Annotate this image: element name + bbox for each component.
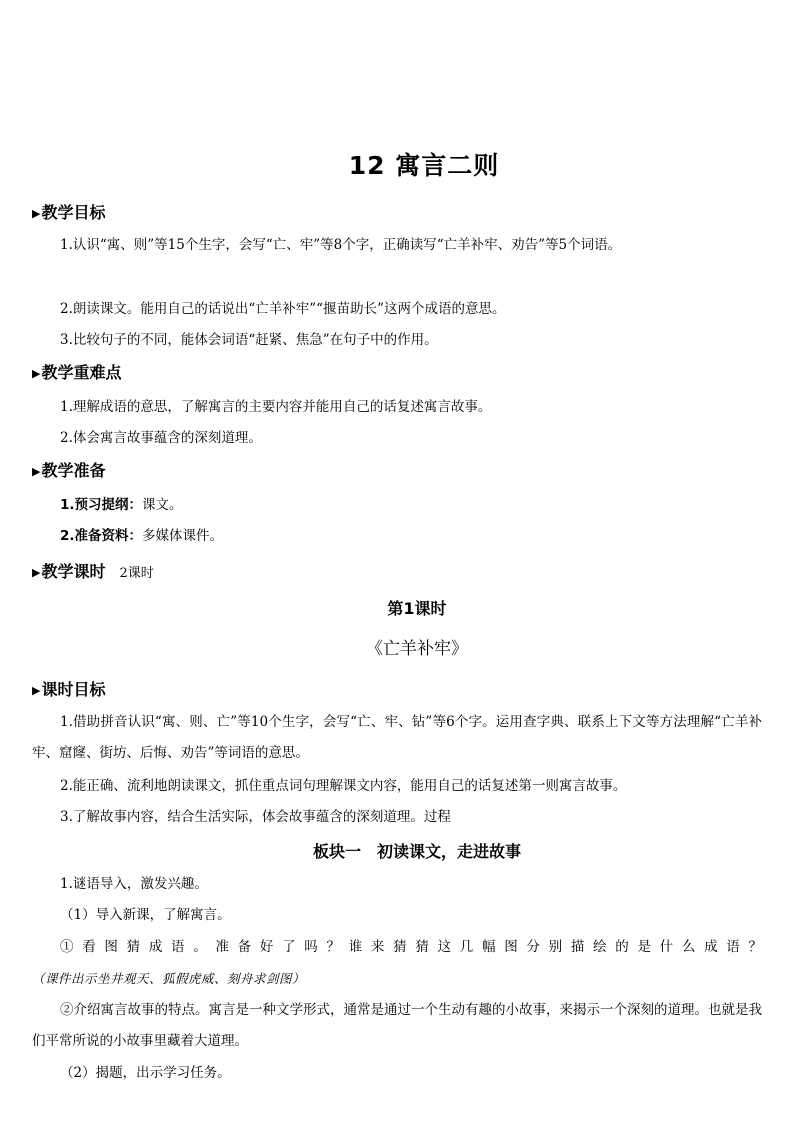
prep-text: 课文。 [142,497,183,513]
section-heading-goals [32,202,105,225]
section-paragraph-2: （1）导入新课，了解寓言。 [60,907,231,923]
triangle-bullet-icon: ▶ [32,367,41,380]
triangle-bullet-icon: ▶ [32,465,41,478]
section-heading-prep [32,460,105,483]
heading-text: 教学准备 [41,461,106,480]
section-title: 板块一 初读课文，走进故事 [312,842,521,861]
key-point-item-1: 1.理解成语的意思，了解寓言的主要内容并能用自己的话复述寓言故事。 [60,399,492,415]
section-heading-hours [32,561,154,585]
goal-item-2: 2.朗读课文。能用自己的话说出“亡羊补牢”“揠苗助长”这两个成语的意思。 [60,301,506,317]
heading-text: 课时目标 [41,680,106,699]
section-heading-key-points [32,362,121,385]
heading-text: 教学课时 [41,562,106,581]
key-point-item-2: 2.体会寓言故事蕴含的深刻道理。 [60,430,262,446]
lesson-title: 第1课时 [387,599,447,618]
lesson-goal-item-2: 2.能正确、流利地朗读课文，抓住重点词句理解课文内容，能用自己的话复述第一则寓言故事。 [60,778,627,794]
triangle-bullet-icon: ▶ [32,566,41,579]
paragraph-text: ①看图猜成语。准备好了吗？谁来猜猜这几幅图分别描绘的是什么成语？ [60,939,762,955]
lesson-subtitle: 《亡羊补牢》 [366,639,468,659]
triangle-bullet-icon: ▶ [32,684,41,697]
hours-value: 2课时 [119,566,154,581]
heading-text: 教学重难点 [41,363,122,382]
lesson-goal-item-1: 1.借助拼音认识“寓、则、亡”等10个生字，会写“亡、牢、钻”等6个字。运用查字典、联系上下文等方法理解“亡羊补牢、窟窿、街坊、后悔、劝告”等词语的意思。 [32,714,762,761]
section-paragraph-1: 1.谜语导入，激发兴趣。 [60,876,208,892]
prep-label: 1.预习提纲： [60,497,143,513]
prep-item-1 [32,490,762,521]
prep-text: 多媒体课件。 [142,528,224,544]
section-paragraph-5: （2）揭题，出示学习任务。 [60,1065,231,1081]
goal-item-1: 1.认识“寓、则”等15个生字，会写“亡、牢”等8个字，正确读写“亡羊补牢、劝告”等5个词语。 [60,237,622,253]
prep-label: 2.准备资料： [60,528,143,544]
lesson-goal-item-3: 3.了解故事内容，结合生活实际，体会故事蕴含的深刻道理。过程 [60,809,451,825]
heading-text: 教学目标 [41,203,106,222]
section-paragraph-3 [32,932,762,995]
prep-item-2 [32,521,762,552]
section-heading-lesson-goals [32,679,105,702]
goal-item-3: 3.比较句子的不同，能体会词语“赶紧、焦急”在句子中的作用。 [60,332,438,348]
courseware-note: （课件出示坐井观天、狐假虎威、刻舟求剑图） [32,971,306,986]
triangle-bullet-icon: ▶ [32,207,41,220]
section-paragraph-4: ②介绍寓言故事的特点。寓言是一种文学形式，通常是通过一个生动有趣的小故事，来揭示一个深刻的道理。也就是我们平常所说的小故事里藏着大道理。 [32,1002,762,1049]
page-title: 12 寓言二则 [348,151,500,180]
